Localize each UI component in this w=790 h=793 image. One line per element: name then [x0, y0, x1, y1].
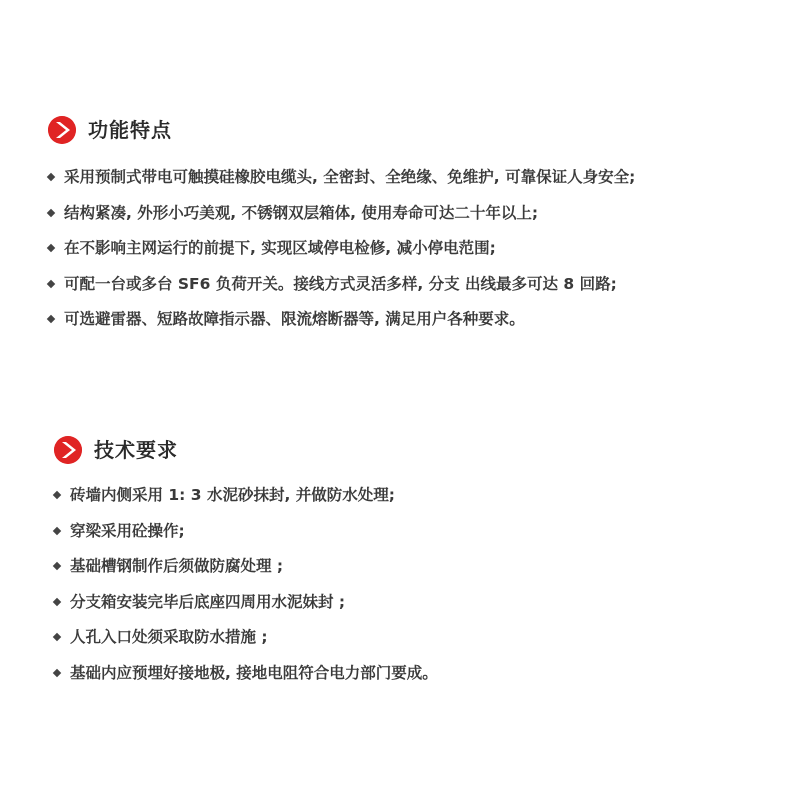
- list-item: 基础内应预埋好接地极, 接地电阻符合电力部门要成。: [54, 662, 438, 698]
- tech-list: [54, 484, 438, 698]
- features-list: [48, 166, 635, 344]
- features-heading: [0, 112, 790, 148]
- tech-heading: [0, 432, 790, 468]
- bullet-icon: [53, 491, 61, 499]
- tech-section: [0, 432, 790, 682]
- list-item: 可选避雷器、短路故障指示器、限流熔断器等, 满足用户各种要求。: [48, 308, 635, 344]
- list-item: 人孔入口处须采取防水措施 ;: [54, 626, 438, 662]
- list-item: 分支箱安装完毕后底座四周用水泥妹封 ;: [54, 591, 438, 627]
- bullet-icon: [53, 562, 61, 570]
- list-item: 结构紧凑, 外形小巧美观, 不锈钢双层箱体, 使用寿命可达二十年以上;: [48, 202, 635, 238]
- bullet-icon: [47, 208, 55, 216]
- list-item: 砖墙内侧采用 1: 3 水泥砂抹封, 并做防水处理;: [54, 484, 438, 520]
- bullet-icon: [47, 315, 55, 323]
- list-item: 基础槽钢制作后须做防腐处理 ;: [54, 555, 438, 591]
- bullet-icon: [47, 279, 55, 287]
- bullet-icon: [53, 526, 61, 534]
- list-item: 在不影响主网运行的前提下, 实现区域停电检修, 减小停电范围;: [48, 237, 635, 273]
- list-item: 采用预制式带电可触摸硅橡胶电缆头, 全密封、全绝缘、免维护, 可靠保证人身安全;: [48, 166, 635, 202]
- features-title: 功能特点: [88, 118, 172, 142]
- tech-title: 技术要求: [94, 438, 178, 462]
- bullet-icon: [53, 633, 61, 641]
- bullet-icon: [53, 669, 61, 677]
- list-item: 穿梁采用砼操作;: [54, 520, 438, 556]
- chevron-right-icon: [48, 116, 76, 144]
- bullet-icon: [53, 598, 61, 606]
- chevron-right-icon: [54, 436, 82, 464]
- features-section: [0, 112, 790, 328]
- list-item: 可配一台或多台 SF6 负荷开关。接线方式灵活多样, 分支 出线最多可达 8 回路;: [48, 273, 635, 309]
- bullet-icon: [47, 173, 55, 181]
- bullet-icon: [47, 244, 55, 252]
